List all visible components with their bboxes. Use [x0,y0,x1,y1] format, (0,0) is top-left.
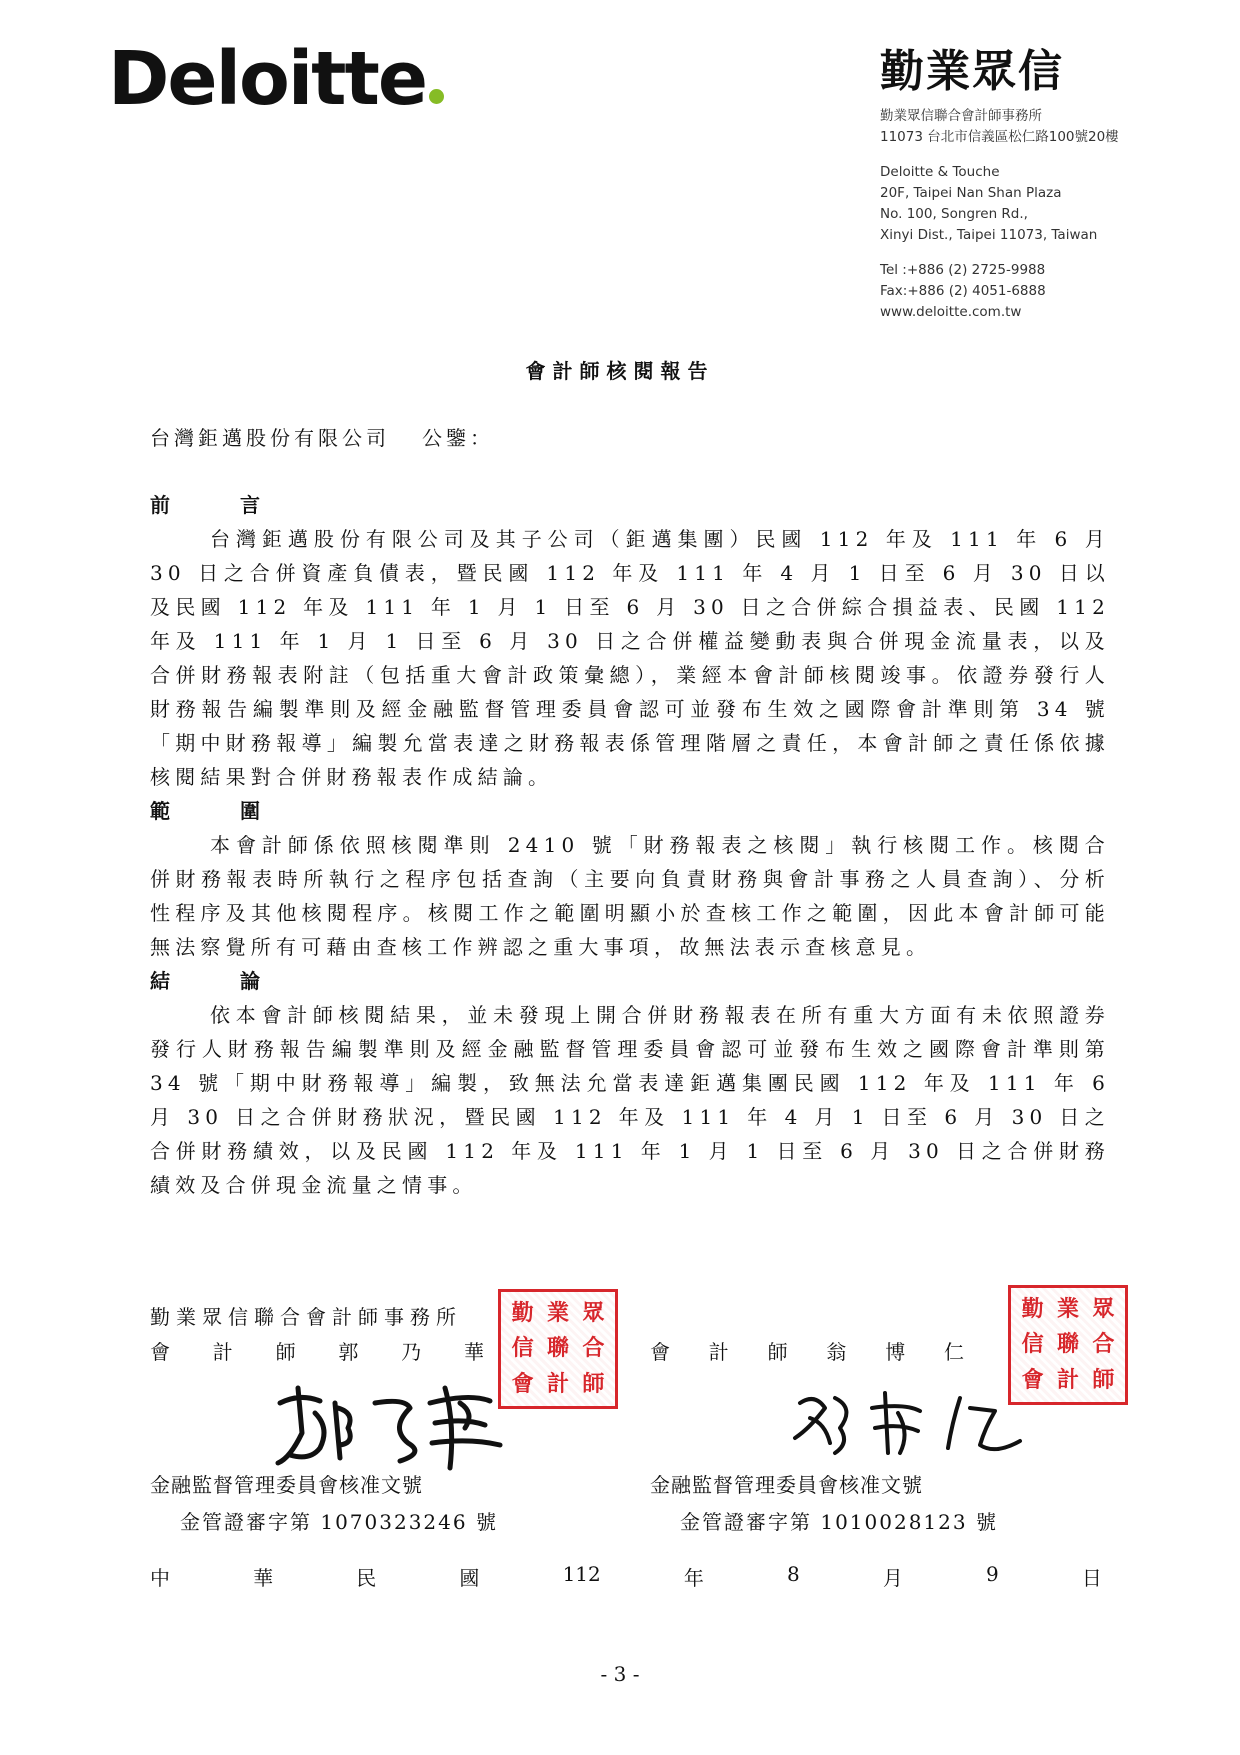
accountant-1-license [150,1469,498,1535]
accountant-1-line: 會 計 師 郭 乃 華 [150,1340,484,1364]
section-text-scope: 本會計師係依照核閱準則 2410 號「財務報表之核閱」執行核閱工作。核閱合併財務報表時所執行之程序包括查詢（主要向負責財務與會計事務之人員查詢）、分析性程序及其他核閱程序。核閱工作之範圍明顯小於查核工作之範圍，因此本會計師可能無法察覺所有可藉由查核工作辨認之重大事項，故無法表示查核意見。 [150,833,1110,959]
deloitte-logo [108,36,444,122]
section-text-introduction: 台灣鉅邁股份有限公司及其子公司（鉅邁集團）民國 112 年及 111 年 6 月 30 日之合併資產負債表，暨民國 112 年及 111 年 4 月 1 日至 6 月 30 日以及民國 112 年及 111 年 1 月 1 日至 6 月 30 日之合併綜合損益表、民國 112 年及 111 年 1 月 1 日至 6 月 30 日之合併權益變動表與合併現金流量表，以及合併財務報表附註（包括重大會計政策彙總），業經本會計師核閱竣事。依證券發行人財務報告編製準則及經金融監督管理委員會認可並發布生效之國際會計準則第 34 號「期中財務報導」編製允當表達之財務報表係管理階層之責任，本會計師之責任係依據核閱結果對合併財務報表作成結論。 [150,527,1110,789]
report-title: 會計師核閱報告 [525,359,715,383]
accountant-2-seal: 勤 業 眾 信 聯 合 會 計 師 [1008,1285,1128,1405]
accountant-2-license [650,1469,998,1535]
accountant-2-line: 會 計 師 翁 博 仁 [650,1340,964,1364]
addressee-salutation: 公鑒： [422,426,494,450]
report-date: 中 華 民 國 112 年 8 月 9 日 [150,1562,1102,1590]
signature-area [150,1296,1115,1534]
license-number: 金管證審字第 1070323246 號 [180,1510,498,1534]
section-heading-scope: 範 圍 [150,799,266,823]
accountant-1-handwritten-signature [260,1373,540,1473]
logo-green-dot [429,89,444,104]
firm-name-zh: 勤業眾信 [880,46,1064,97]
address-en-line: 20F, Taipei Nan Shan Plaza [880,185,1062,201]
accountant-1-seal: 勤 業 眾 信 聯 合 會 計 師 [498,1289,618,1409]
addressee-name: 台灣鉅邁股份有限公司 [150,426,390,450]
logo-text: Deloitte [108,36,427,122]
contact-tel: Tel :+886 (2) 2725-9988 [880,262,1046,278]
section-heading-conclusion: 結 論 [150,969,266,993]
address-en-line: Deloitte & Touche [880,164,1000,180]
address-zh-line: 勤業眾信聯合會計師事務所 [880,108,1042,124]
report-body [150,488,1110,1202]
license-label: 金融監督管理委員會核准文號 [650,1473,923,1497]
contact-fax: Fax:+886 (2) 4051-6888 [880,283,1046,299]
address-zh-line: 11073 台北市信義區松仁路100號20樓 [880,129,1119,145]
accountant-2-handwritten-signature [780,1383,1040,1463]
address-en-line: Xinyi Dist., Taipei 11073, Taiwan [880,227,1098,243]
section-heading-introduction: 前 言 [150,493,266,517]
address-en-line: No. 100, Songren Rd., [880,206,1028,222]
section-text-conclusion: 依本會計師核閱結果，並未發現上開合併財務報表在所有重大方面有未依照證券發行人財務報告編製準則及經金融監督管理委員會認可並發布生效之國際會計準則第 34 號「期中財務報導」編製，致無法允當表達鉅邁集團民國 112 年及 111 年 6 月 30 日之合併財務狀況，暨民國 112 年及 111 年 4 月 1 日至 6 月 30 日之合併財務績效，以及民國 112 年及 111 年 1 月 1 日至 6 月 30 日之合併財務績效及合併現金流量之情事。 [150,1003,1110,1197]
addressee [150,422,494,451]
license-label: 金融監督管理委員會核准文號 [150,1473,423,1497]
contact-website: www.deloitte.com.tw [880,304,1022,320]
license-number: 金管證審字第 1010028123 號 [680,1510,998,1534]
firm-name-line: 勤業眾信聯合會計師事務所 [150,1305,462,1329]
page-number: - 3 - [600,1662,640,1686]
firm-address-block [880,46,1119,323]
